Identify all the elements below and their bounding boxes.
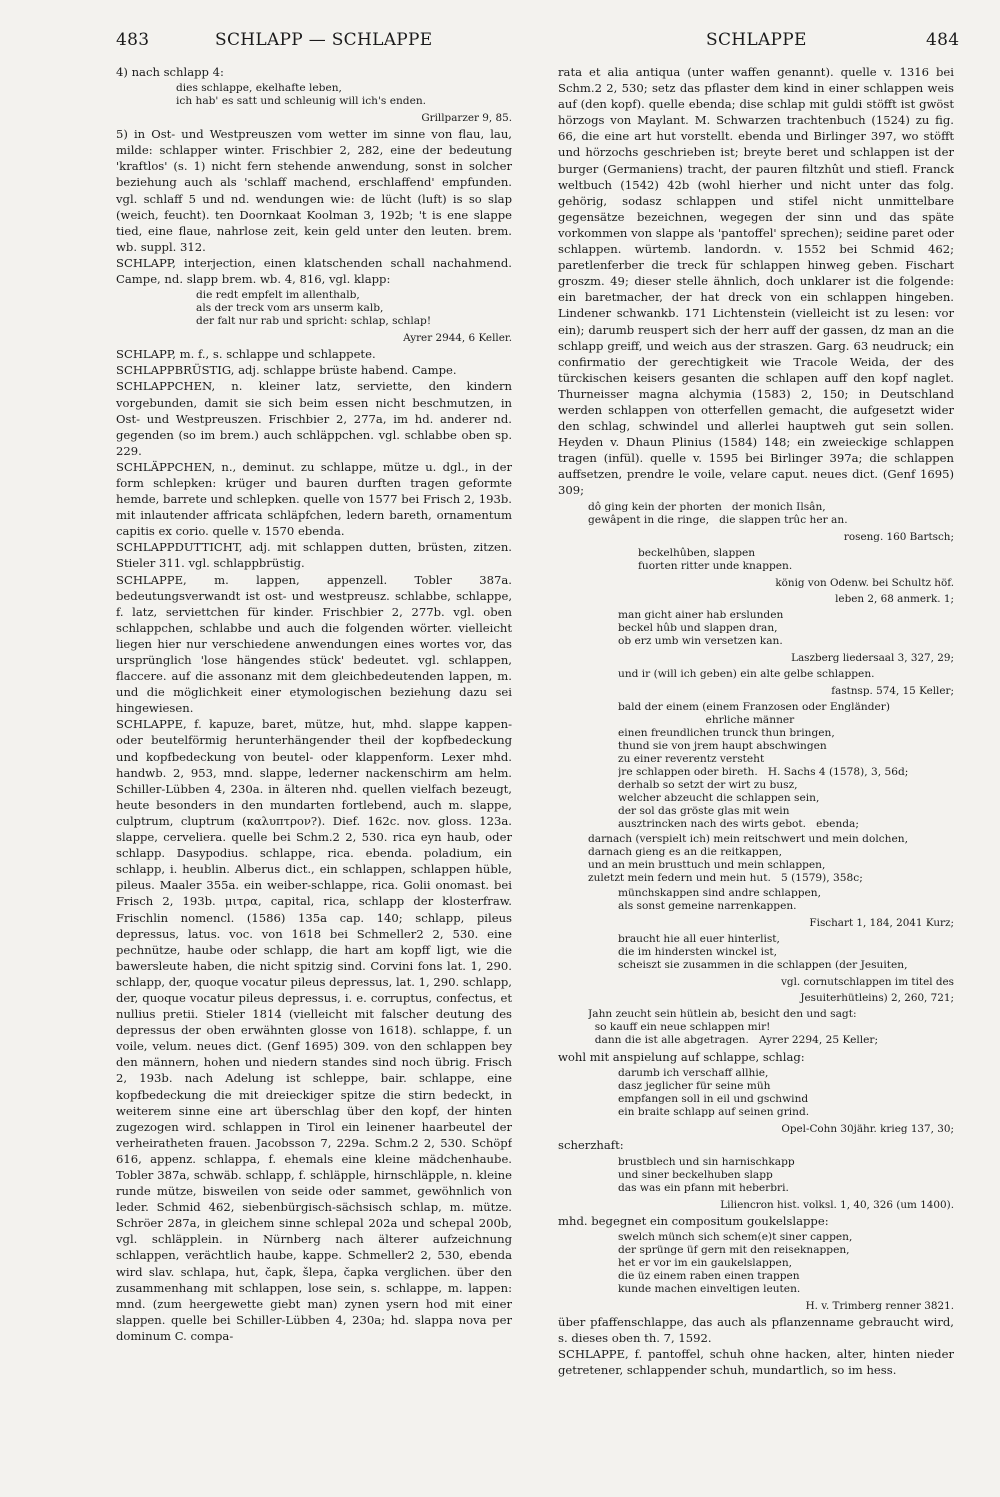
verse-line: die redt empfelt im allenthalb, (196, 289, 360, 302)
paragraph: SCHLAPPE, f. pantoffel, schuh ohne hacken, alter, hinten nieder getretener, schlappender schuh, mundartlich, so im hess. (558, 1347, 954, 1378)
right-column (558, 64, 954, 1474)
verse-line: der falt nur rab und spricht: schlap, schlap! (196, 315, 432, 328)
verse-quote (558, 668, 954, 681)
verse-line: und siner beckelhuben slapp (618, 1168, 773, 1181)
paragraph: SCHLAPPE, m. lappen, appenzell. Tobler 387a. bedeutungsverwandt ist ost- und westpreusz. schlabbe, schlappe, f. latz, serviettchen für kinder. Frischbier 2, 277b. vgl. oben schlappchen, schlabbe und auch die folgenden wörter. vielleicht liegen hier nur verschiedene anwendungen eines wortes vor, das ursprünglich 'lose hängendes stück' bedeutet. vgl. schlappen, flaccere. auf die assonanz mit dem gleichbedeutenden lappen, m. und die möglichkeit einer etymologischen beziehung dazu sei hingewiesen. (116, 572, 512, 716)
verse-line: brustblech und sin harnischkapp (618, 1155, 795, 1168)
verse-line: als sonst gemeine narrenkappen. (618, 900, 797, 912)
verse-quote (116, 82, 512, 108)
verse-line: darumb ich verschaff allhie, (618, 1067, 769, 1080)
paragraph: über pfaffenschlappe, das auch als pflanzenname gebraucht wird, s. dieses oben th. 7, 1592. (558, 1314, 954, 1345)
citation: Liliencron hist. volksl. 1, 40, 326 (um 1400). (720, 1198, 954, 1211)
verse-line: ob erz umb win versetzen kan. (618, 634, 783, 647)
paragraph: SCHLAPP, interjection, einen klatschenden schall nachahmend. Campe, nd. slapp brem. wb. 4, 816, vgl. klapp: (116, 255, 512, 287)
verse-line: empfangen soll in eil und gschwind (618, 1093, 809, 1106)
verse-line: einen freundlichen trunck thun bringen, (618, 727, 835, 739)
verse-line: thund sie von jrem haupt abschwingen (618, 740, 827, 752)
verse-quote (558, 1156, 954, 1195)
page-number-left: 483 (116, 30, 150, 50)
verse-line: gewâpent in die ringe, die slappen trûc her an. (588, 513, 848, 526)
verse-line: ich hab' es satt und schleunig will ich's enden. (176, 95, 427, 108)
paragraph: SCHLAPPDUTTICHT, adj. mit schlappen dutten, brüsten, zitzen. Stieler 311. vgl. schlappbrüstig. (116, 540, 512, 571)
verse-line: das was ein pfann mit heberbri. (618, 1181, 789, 1194)
verse-line: so kauff ein neue schlappen mir! (588, 1021, 771, 1034)
page-number-right: 484 (926, 30, 960, 50)
paragraph: SCHLAPP, m. f., s. schlappe und schlappete. (116, 347, 376, 362)
verse-line: der sol das gröste glas mit wein (618, 805, 790, 817)
verse-line: beckelhûben, slappen (638, 546, 756, 559)
citation: H. v. Trimberg renner 3821. (805, 1299, 954, 1312)
verse-line: der sprünge üf gern mit den reiseknappen, (618, 1243, 850, 1256)
citation: fastnsp. 574, 15 Keller; (831, 684, 954, 697)
verse-quote (558, 1067, 954, 1119)
verse-line: jre schlappen oder bireth. H. Sachs 4 (1578), 3, 56d; (618, 766, 909, 778)
citation: Ayrer 2944, 6 Keller. (403, 332, 512, 345)
citation: Jesuiterhütleins) 2, 260, 721; (800, 992, 954, 1005)
citation: Grillparzer 9, 85. (421, 112, 512, 125)
verse-line: welcher abzeucht die schlappen sein, (618, 792, 820, 804)
citation: Fischart 1, 184, 2041 Kurz; (809, 917, 954, 929)
verse-line: darnach (verspielt ich) mein reitschwert und mein dolchen, (588, 833, 908, 845)
paragraph: SCHLAPPBRÜSTIG, adj. schlappe brüste habend. Campe. (116, 363, 457, 378)
verse-quote (558, 833, 954, 885)
verse-line: dô ging kein der phorten der monich Ilsân, (588, 500, 826, 513)
paragraph: SCHLÄPPCHEN, n., deminut. zu schlappe, mütze u. dgl., in der form schlepken: krüger und bauren durften tragen geformte hemde, barrete und schlepken. quelle von 1577 bei Frisch 2, 193b. mit inlautender affricata schläpfchen, ledern bareth, ornamentum capitis ex corio. quelle v. 1570 ebenda. (116, 459, 512, 539)
verse-line: fuorten ritter unde knappen. (638, 559, 793, 572)
paragraph: mhd. begegnet ein compositum goukelslappe: (558, 1213, 829, 1228)
verse-line: beckel hûb und slappen dran, (618, 621, 778, 634)
verse-line: und ir (will ich geben) ein alte gelbe schlappen. (618, 667, 875, 680)
left-column (116, 64, 512, 1474)
verse-line: braucht hie all euer hinterlist, (618, 933, 780, 946)
verse-quote (558, 547, 954, 573)
verse-line: dann die ist alle abgetragen. Ayrer 2294, 25 Keller; (588, 1034, 879, 1047)
verse-quote (116, 289, 512, 328)
verse-line: kunde machen einveltigen leuten. (618, 1282, 801, 1295)
verse-line: dasz jeglicher für seine müh (618, 1080, 771, 1093)
running-head-right: SCHLAPPE (706, 30, 807, 50)
verse-line: zu einer reverentz versteht (618, 753, 765, 765)
citation: vgl. cornutschlappen im titel des (781, 976, 954, 989)
verse-quote (558, 701, 954, 831)
running-head-left: SCHLAPP — SCHLAPPE (215, 30, 433, 50)
paragraph: 5) in Ost- und Westpreuszen vom wetter im sinne von flau, lau, milde: schlapper winter. Frischbier 2, 282, eine der bedeutung 'kraftlos' (s. 1) nicht fern stehende anwendung, sonst in solcher beziehung auch als 'schlaff machend, erschlaffend' empfunden. vgl. schlaff 5 und nd. wendungen wie: de lücht (luft) is so slap (weich, feucht). ten Doornkaat Koolman 3, 192b; 't is ene slappe tied, eine flaue, nahrlose zeit, kein geld unter den leuten. brem. wb. suppl. 312. (116, 127, 512, 254)
verse-line: ausztrincken nach des wirts gebot. ebenda; (618, 818, 859, 830)
paragraph: SCHLAPPE, f. kapuze, baret, mütze, hut, mhd. slappe kappen- oder beutelförmig herunterhängender theil der kopfbedeckung und kopfbedeckung von beutel- oder klappenform. Lexer mhd. handwb. 2, 953, mnd. slappe, lederner nackenschirm am helm. Schiller-Lübben 4, 230a. in älteren nhd. quellen vielfach bezeugt, heute besonders in den mundarten fortlebend, auch m. slappe, culptrum, cluptrum (καλυπτρον?). Dief. 162c. nov. gloss. 123a. slappe, cerveliera. quelle bei Schm.2 2, 530. rica eyn haub, oder schlapp. Dasypodius. schlappe, rica. ebenda. poladium, ein schlapp, i. heublin. Alberus dict., ein schlappen, schlappen hüble, pileus. Maaler 355a. ein weiber-schlappe, rica. Golii onomast. bei Frisch 2, 193b. μιτρα, capital, rica, schlapp der klosterfraw. Frischlin nomencl. (1586) 135a cap. 140; schlapp, pileus depressus, latus. voc. von 1618 bei Schmeller2 2, 530. eine pechnütze, haube oder schlapp, die hart am kopff ligt, wie die bawersleute haben, die nicht spitzig sind. Corvini fons lat. 1, 290. schlapp, der, quoque vocatur pileus depressus, lat. 1, 290. schlapp, der, quoque vocatur pileus depressus, i. e. corruptus, confectus, et nullius pretii. Stieler 1814 (vielleicht mit falscher deutung des depressus der oben erwähnten glosse von 1618). schlappe, f. un voile, velum. neues dict. (Genf 1695) 309. von den schlappen bey den männern, hohen und niedern standes sind noch übrig. Frisch 2, 193b. nach Adelung ist schleppe, bair. schlappe, eine kopfbedeckung die mit dreieckiger spitze die stirn bedeckt, in weiterem sinne eine art überschlag über den kopf, der hinten zugezogen wird. schlappen in Tirol ein leinener haarbeutel der verheiratheten frauen. Jacobsson 7, 229a. Schm.2 2, 530. Schöpf 616, appenz. schlappa, f. ehemals eine kleine mädchenhaube. Tobler 387a, schwäb. schlapp, f. schläpple, hirnschläpple, n. kleine runde mütze, bisweilen von seide oder sammet, gewöhnlich von leder. Schmid 462, siebenbürgisch-sächsisch schlap, m. mütze. Schröer 287a, in gleichem sinne schlepal 202a und schepal 200b, vgl. schläpplein. in Nürnberg nach älterer aufzeichnung schlappen, verächtlich haube, kappe. Schmeller2 2, 530, ebenda wird slav. schlapa, hut, čapk, šlepa, čapka verglichen. über den zusammenhang mit schlappen, lose sein, s. schlappe, m. lappen: mnd. (zum heergewette giebt man) zynen ysern hod mit einer slappen. quelle bei Schiller-Lübben 4, 230a; hd. slappa nova per dominum C. compa- (116, 717, 512, 1343)
verse-quote (558, 609, 954, 648)
verse-line: scheiszt sie zusammen in die schlappen (der Jesuiten, (618, 959, 908, 972)
citation: Laszberg liedersaal 3, 327, 29; (791, 651, 954, 664)
verse-quote (558, 1231, 954, 1296)
citation: Opel-Cohn 30jähr. krieg 137, 30; (781, 1123, 954, 1136)
verse-line: swelch münch sich schem(e)t siner cappen, (618, 1230, 853, 1243)
verse-line: als der treck vom ars unserm kalb, (196, 302, 384, 315)
verse-line: Jahn zeucht sein hütlein ab, besicht den und sagt: (588, 1008, 857, 1021)
verse-line: derhalb so setzt der wirt zu busz, (618, 779, 798, 791)
paragraph: scherzhaft: (558, 1138, 624, 1153)
paragraph: wohl mit anspielung auf schlappe, schlag: (558, 1050, 805, 1065)
verse-line: die im hindersten winckel ist, (618, 946, 778, 959)
verse-line: bald der einem (einem Franzosen oder Engländer) (618, 701, 890, 713)
paragraph: 4) nach schlapp 4: (116, 65, 224, 79)
verse-quote (558, 933, 954, 972)
citation: leben 2, 68 anmerk. 1; (835, 592, 954, 605)
citation: könig von Odenw. bei Schultz höf. (775, 576, 954, 589)
paragraph: SCHLAPPCHEN, n. kleiner latz, serviette, den kindern vorgebunden, damit sie sich beim essen nicht beschmutzen, in Ost- und Westpreuszen. Frischbier 2, 277a, im hd. anderer nd. gegenden (so im brem.) auch schläppchen. vgl. schlabbe oben sp. 229. (116, 379, 512, 458)
verse-quote (558, 501, 954, 527)
paragraph: rata et alia antiqua (unter waffen genannt). quelle v. 1316 bei Schm.2 2, 530; setz das pflaster dem kind in einer schlappen weis auf (den kopf). quelle ebenda; dise schlap mit guldi stöfft ist gwöst hörzogs von Maylant. M. Schwarzen trachtenbuch (1524) zu fig. 66, die eine art hut vorstellt. ebenda und Birlinger 397, wo stöfft und hörzochs geschrieben ist; breyte beret und schlappen ist der burger (Germaniens) tracht, der pauren filtzhût und stiefl. Franck weltbuch (1542) 42b (wohl hierher und nicht unter das folg. gehörig, sodasz schlappen und stifel nicht unmittelbare gegensätze bezeichnen, wegegen der sinn und das späte vorkommen von slappe als 'pantoffel' sprechen); seidine paret oder schlappen. würtemb. landordn. v. 1552 bei Schmid 462; paretlenferber die treck für schlappen hinweg geben. Fischart groszm. 49; dieser stelle ähnlich, doch unklarer ist die folgende: ein baretmacher, der hat dreck von ein schlappen hingeben. Lindener schwankb. 171 Lichtenstein (vielleicht ist zu lesen: vor ein); darumb reuspert sich der herr auff der gassen, dz man an die schlapp greiff, und weich aus der straszen. Garg. 63 neudruck; ein confirmatio der gerechtigkeit wie Tracole Weida, der des türckischen keisers gesanten die schlapen auff den kopf naglet. Thurneisser magna alchymia (1583) 2, 150; in Deutschland werden schlappen von otterfellen gemacht, die aufgesetzt wider den schlag, schwindel und allerlei hauptweh gut sein sollen. Heyden v. Dhaun Plinius (1584) 148; ein zweieckige schlappen tragen (infül). quelle v. 1595 bei Birlinger 397a; die schlappen auffsetzen, prendre le voile, velare caput. neues dict. (Genf 1695) 309; (558, 65, 954, 498)
verse-line: ehrliche männer (618, 714, 795, 726)
verse-line: ein braite schlapp auf seinen grind. (618, 1106, 810, 1119)
verse-quote (558, 1008, 954, 1047)
verse-line: zuletzt mein federn und mein hut. 5 (1579), 358c; (588, 872, 863, 884)
citation: roseng. 160 Bartsch; (843, 530, 954, 543)
verse-line: darnach gieng es an die reitkappen, (588, 846, 782, 858)
verse-line: die üz einem raben einen trappen (618, 1269, 800, 1282)
verse-line: man gicht ainer hab erslunden (618, 608, 784, 621)
verse-line: dies schlappe, ekelhafte leben, (176, 82, 342, 95)
verse-quote (558, 887, 954, 913)
verse-line: het er vor im ein gaukelslappen, (618, 1256, 793, 1269)
verse-line: und an mein brusttuch und mein schlappen, (588, 859, 826, 871)
verse-line: münchskappen sind andre schlappen, (618, 887, 821, 899)
